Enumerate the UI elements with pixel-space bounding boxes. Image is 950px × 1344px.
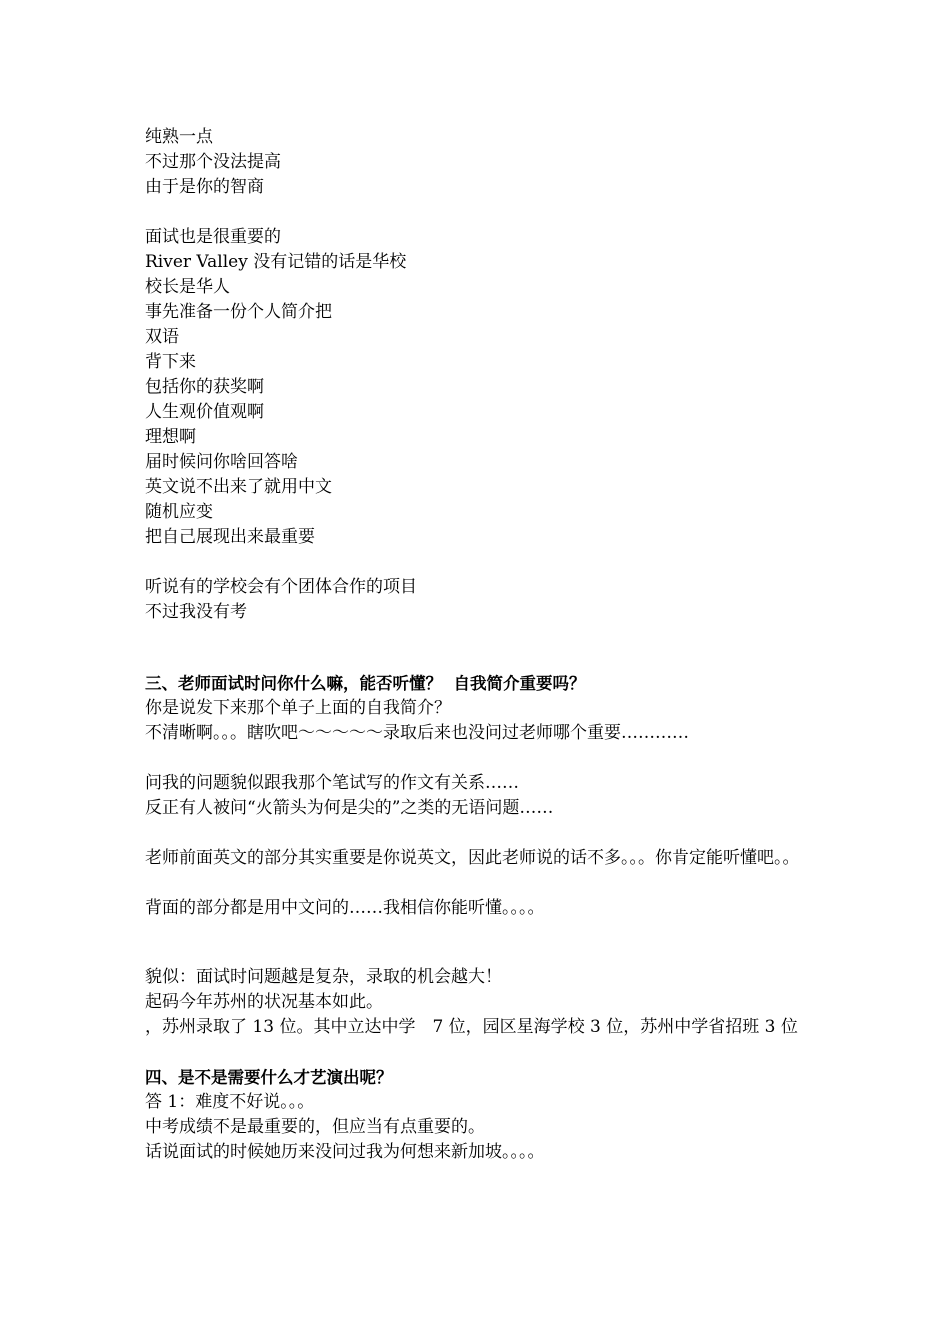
section-heading-4: 四、是不是需要什么才艺演出呢？ <box>145 1068 393 1087</box>
text-line: 话说面试的时候她历来没问过我为何想来新加坡。。。。 <box>145 1142 545 1162</box>
text-line: 貌似：面试时问题越是复杂，录取的机会越大！ <box>145 967 502 987</box>
section-heading-3: 三、老师面试时问你什么嘛，能否听懂？ 自我简介重要吗？ <box>145 674 586 693</box>
paragraph: 老师前面英文的部分其实重要是你说英文，因此老师说的话不多。。。你肯定能听懂吧。。 <box>145 848 800 868</box>
spacer <box>145 921 810 965</box>
spacer <box>145 1040 810 1065</box>
text-line: 事先准备一份个人简介把 <box>145 302 332 322</box>
text-line: 随机应变 <box>145 502 213 522</box>
text-line: 中考成绩不是最重要的，但应当有点重要的。 <box>145 1117 485 1137</box>
spacer <box>145 200 810 225</box>
text-line: 理想啊 <box>145 427 196 447</box>
document-page <box>145 125 810 1165</box>
text-line: 背下来 <box>145 352 196 372</box>
text-line: 你是说发下来那个单子上面的自我简介？ <box>145 698 451 718</box>
text-line: 问我的问题貌似跟我那个笔试写的作文有关系…… <box>145 773 519 793</box>
text-line: 届时候问你啥回答啥 <box>145 452 298 472</box>
text-line: 答 1：难度不好说。。。 <box>145 1092 315 1112</box>
text-line: 起码今年苏州的状况基本如此。 <box>145 992 383 1012</box>
text-line: 英文说不出来了就用中文 <box>145 477 332 497</box>
text-line: 人生观价值观啊 <box>145 402 264 422</box>
text-line: 背面的部分都是用中文问的……我相信你能听懂。。。。 <box>145 898 545 918</box>
text-line: River Valley 没有记错的话是华校 <box>145 252 407 272</box>
text-line: 纯熟一点 <box>145 127 213 147</box>
text-line: 不过那个没法提高 <box>145 152 281 172</box>
text-line: 包括你的获奖啊 <box>145 377 264 397</box>
text-line: 听说有的学校会有个团体合作的项目 <box>145 577 417 597</box>
spacer <box>145 871 810 896</box>
text-line: 不过我没有考 <box>145 602 247 622</box>
spacer <box>145 550 810 575</box>
spacer <box>145 821 810 846</box>
text-line: 反正有人被问“火箭头为何是尖的”之类的无语问题…… <box>145 798 554 818</box>
spacer <box>145 746 810 771</box>
text-line: 面试也是很重要的 <box>145 227 281 247</box>
text-line: 不清晰啊。。。瞎吹吧～～～～～录取后来也没问过老师哪个重要………… <box>145 723 689 743</box>
text-line: 由于是你的智商 <box>145 177 264 197</box>
text-line: 双语 <box>145 327 179 347</box>
text-line: 把自己展现出来最重要 <box>145 527 315 547</box>
spacer <box>145 625 810 671</box>
text-line: 校长是华人 <box>145 277 230 297</box>
paragraph: ，苏州录取了 13 位。其中立达中学 7 位，园区星海学校 3 位，苏州中学省招班 3 位 <box>145 1017 798 1037</box>
